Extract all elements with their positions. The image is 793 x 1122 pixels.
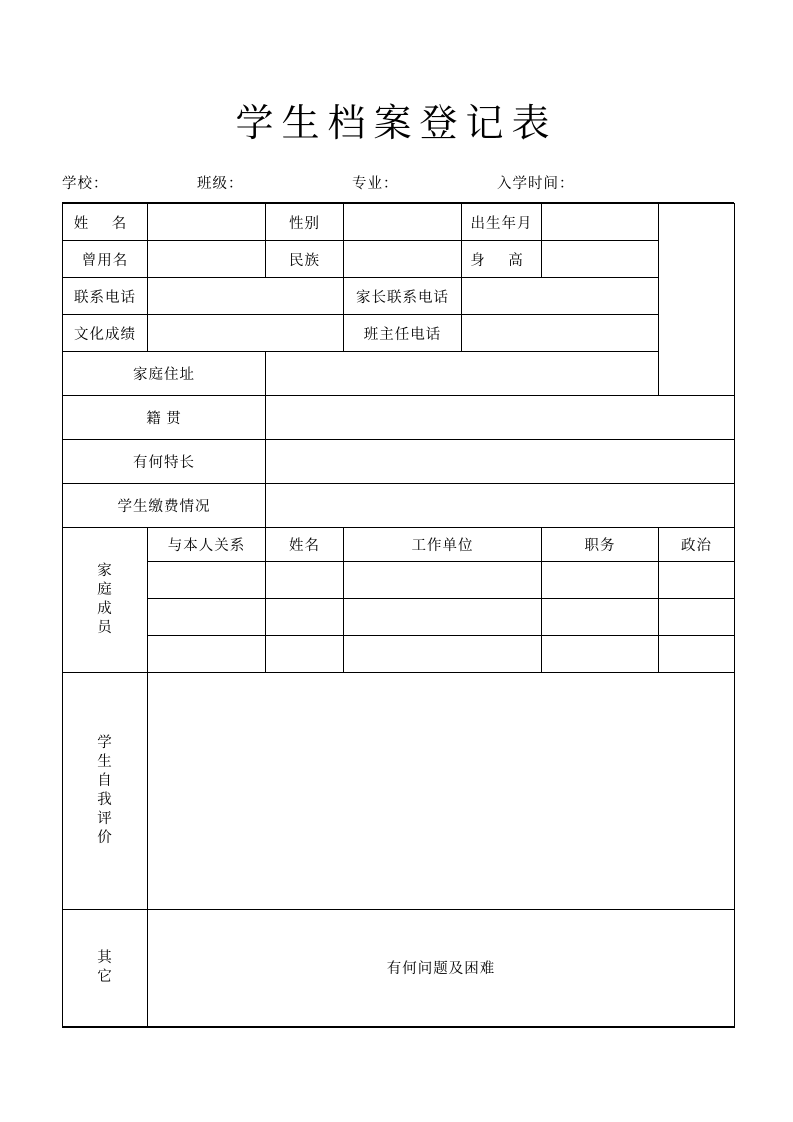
family-members-section-label — [63, 528, 148, 673]
family-cell-political[interactable] — [659, 599, 735, 636]
table-row-former-name — [63, 241, 735, 278]
family-column-header-relation: 与本人关系 — [148, 528, 266, 562]
label-ethnicity: 民族 — [266, 241, 344, 278]
table-row-specialty — [63, 440, 735, 484]
label-home-address: 家庭住址 — [63, 352, 266, 396]
label-payment-status: 学生缴费情况 — [63, 484, 266, 528]
value-specialty[interactable] — [266, 440, 735, 484]
family-cell-position[interactable] — [542, 636, 659, 673]
family-cell-political[interactable] — [659, 562, 735, 599]
family-cell-political[interactable] — [659, 636, 735, 673]
header-field-major: 专业： — [352, 176, 399, 192]
table-row-name — [63, 204, 735, 241]
self-evaluation-textarea[interactable] — [148, 673, 735, 910]
value-name[interactable] — [148, 204, 266, 241]
other-textarea[interactable] — [148, 910, 735, 1027]
family-cell-work-unit[interactable] — [344, 636, 542, 673]
family-member-row — [63, 636, 735, 673]
table-row-native-place — [63, 396, 735, 440]
label-academic-score: 文化成绩 — [63, 315, 148, 352]
other-section-label — [63, 910, 148, 1027]
label-height: 身 高 — [462, 241, 542, 278]
value-former-name[interactable] — [148, 241, 266, 278]
header-field-class: 班级： — [197, 176, 244, 192]
value-parent-phone[interactable] — [462, 278, 659, 315]
value-gender[interactable] — [344, 204, 462, 241]
family-cell-relation[interactable] — [148, 562, 266, 599]
other-row — [63, 910, 735, 1027]
value-phone[interactable] — [148, 278, 344, 315]
page-title: 学生档案登记表 — [235, 101, 558, 145]
value-home-address[interactable] — [266, 352, 659, 396]
table-row-payment-status — [63, 484, 735, 528]
family-members-header-row — [63, 528, 735, 562]
label-gender: 性别 — [266, 204, 344, 241]
label-birth-date: 出生年月 — [462, 204, 542, 241]
label-specialty: 有何特长 — [63, 440, 266, 484]
value-ethnicity[interactable] — [344, 241, 462, 278]
value-birth-date[interactable] — [542, 204, 659, 241]
family-cell-work-unit[interactable] — [344, 599, 542, 636]
family-column-header-political: 政治 — [659, 528, 735, 562]
family-column-header-work-unit: 工作单位 — [344, 528, 542, 562]
family-cell-name[interactable] — [266, 562, 344, 599]
family-cell-position[interactable] — [542, 562, 659, 599]
value-payment-status[interactable] — [266, 484, 735, 528]
family-cell-relation[interactable] — [148, 636, 266, 673]
self-evaluation-section-label — [63, 673, 148, 910]
label-teacher-phone: 班主任电话 — [344, 315, 462, 352]
table-row-phone — [63, 278, 735, 315]
label-phone: 联系电话 — [63, 278, 148, 315]
header-meta-row — [62, 172, 742, 192]
student-record-table — [62, 203, 734, 1028]
family-column-header-name: 姓名 — [266, 528, 344, 562]
label-parent-phone: 家长联系电话 — [344, 278, 462, 315]
self-evaluation-row — [63, 673, 735, 910]
label-name: 姓 名 — [63, 204, 148, 241]
family-cell-relation[interactable] — [148, 599, 266, 636]
family-cell-name[interactable] — [266, 599, 344, 636]
family-cell-name[interactable] — [266, 636, 344, 673]
self-evaluation-label-vertical: 学 生 自 我 评 价 — [97, 734, 113, 847]
table-row-home-address — [63, 352, 735, 396]
family-members-label-vertical: 家 庭 成 员 — [97, 562, 113, 637]
other-prompt-text: 有何问题及困难 — [386, 961, 496, 978]
header-field-enrollment-time: 入学时间： — [497, 176, 575, 192]
family-member-row — [63, 562, 735, 599]
family-member-row — [63, 599, 735, 636]
family-column-header-position: 职务 — [542, 528, 659, 562]
label-former-name: 曾用名 — [63, 241, 148, 278]
value-academic-score[interactable] — [148, 315, 344, 352]
table-row-academic-score — [63, 315, 735, 352]
family-cell-work-unit[interactable] — [344, 562, 542, 599]
value-height[interactable] — [542, 241, 659, 278]
value-native-place[interactable] — [266, 396, 735, 440]
photo-placeholder-cell[interactable] — [659, 204, 735, 396]
family-cell-position[interactable] — [542, 599, 659, 636]
label-native-place: 籍 贯 — [63, 396, 266, 440]
other-label-vertical: 其 它 — [97, 949, 113, 985]
value-teacher-phone[interactable] — [462, 315, 659, 352]
header-field-school: 学校： — [62, 176, 109, 192]
